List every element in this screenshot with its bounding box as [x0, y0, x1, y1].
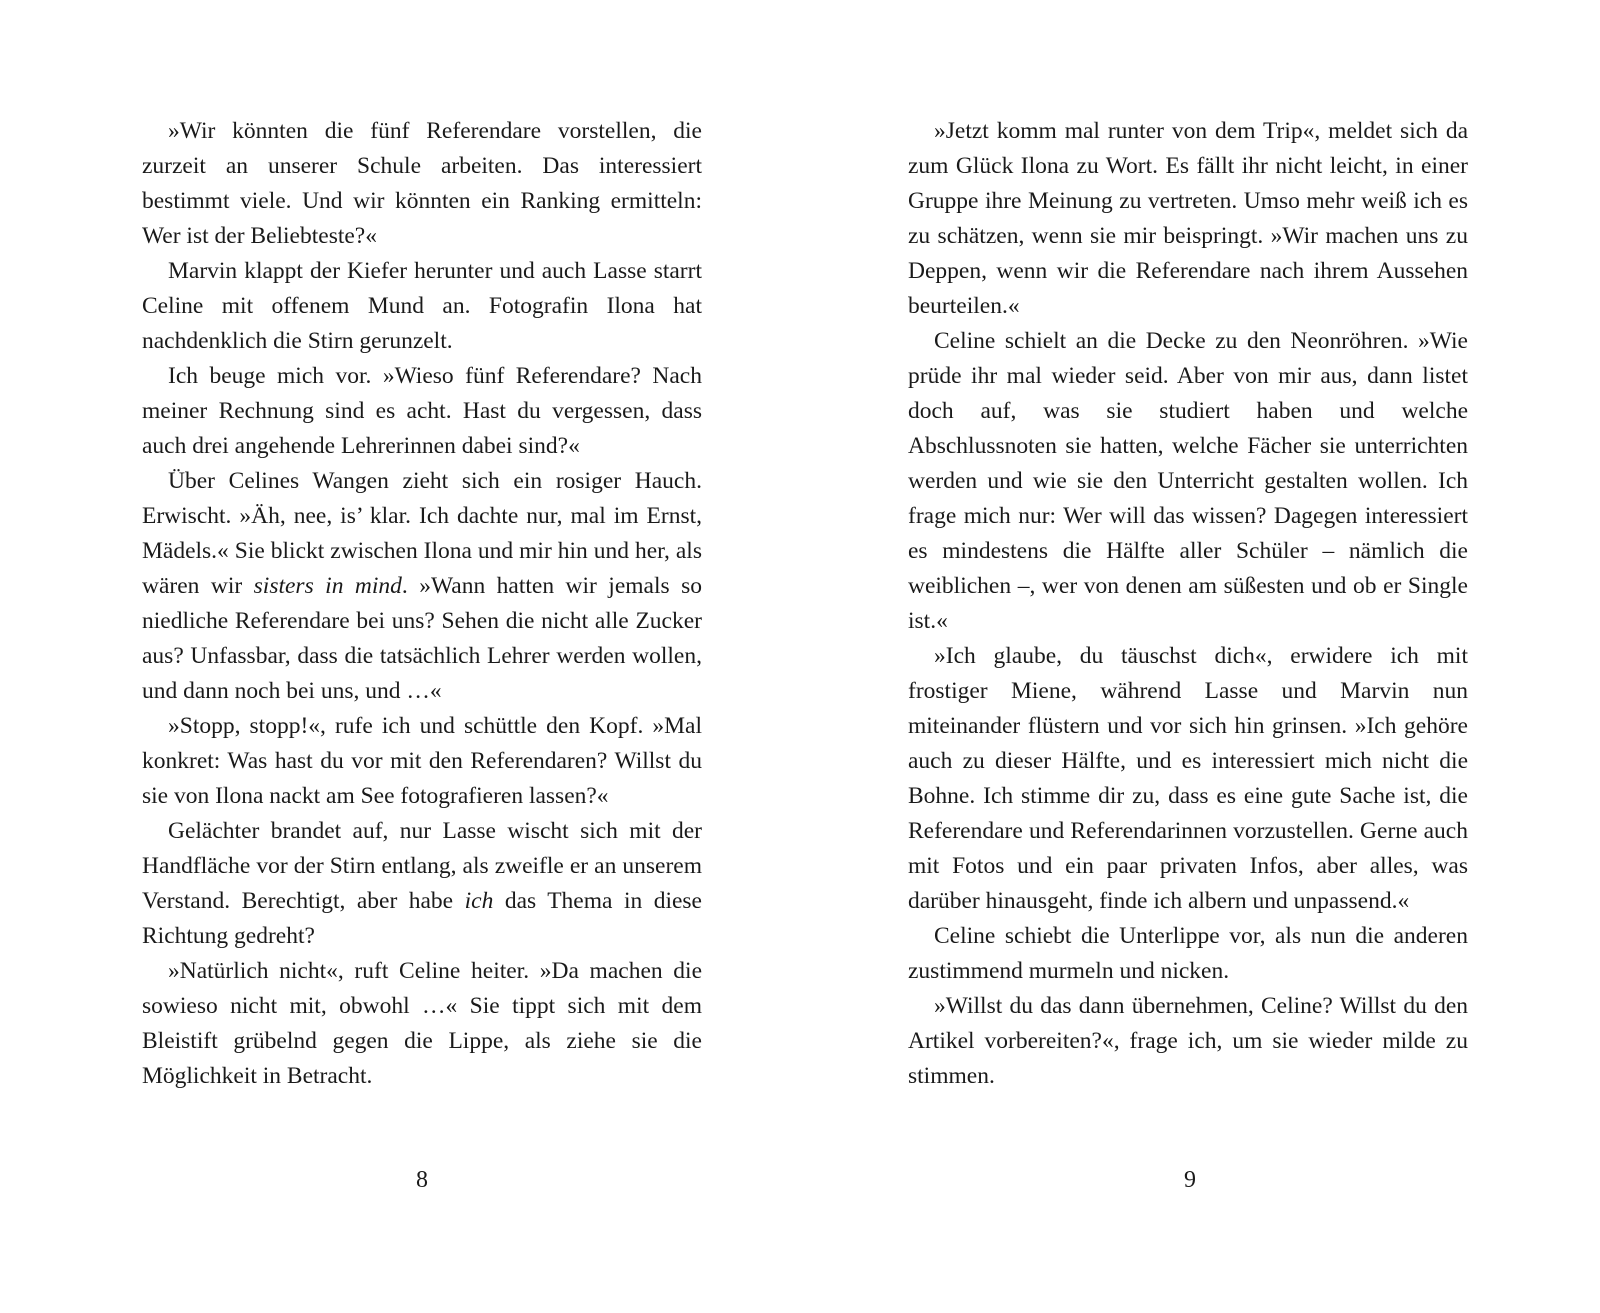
italic-word: ich	[464, 888, 494, 914]
paragraph: »Jetzt komm mal runter von dem Trip«, meldet sich da zum Glück Ilona zu Wort. Es fällt ihr nicht leicht, in einer Gruppe ihre Meinung zu vertreten. Umso mehr weiß ich es zu schätzen, wenn sie mir beispringt. »Wir machen uns zu Deppen, wenn wir die Referendare nach ihrem Aussehen beurteilen.«	[908, 118, 1468, 319]
paragraph-text: Gelächter brandet auf, nur Lasse wischt sich mit der Handfläche vor der Stirn entlang, als zweifle er an unserem Verstand. Berechtigt, aber habe	[142, 818, 702, 914]
paragraph: Celine schielt an die Decke zu den Neonröhren. »Wie prüde ihr mal wieder seid. Aber von mir aus, dann listet doch auf, was sie studiert haben und welche Abschlussnoten sie hatten, welche Fächer sie unterrichten werden und wie sie den Unterricht gestalten wollen. Ich frage mich nur: Wer will das wissen? Dagegen interessiert es mindestens die Hälfte aller Schüler – nämlich die weiblichen –, wer von denen am süßesten und ob er Single ist.«	[908, 328, 1468, 634]
paragraph-text: . »Wann hatten wir jemals so niedliche Referendare bei uns? Sehen die nicht alle Zucker aus? Unfassbar, dass die tatsächlich Lehrer werden wollen, und dann noch bei uns, und …«	[142, 573, 703, 704]
paragraph: »Willst du das dann übernehmen, Celine? Willst du den Artikel vorbereiten?«, frage ich, um sie wieder milde zu stimmen.	[908, 993, 1468, 1089]
paragraph: Celine schiebt die Unterlippe vor, als nun die anderen zustimmend murmeln und nicken.	[908, 923, 1468, 984]
left-page	[142, 114, 702, 1094]
paragraph	[142, 359, 702, 464]
paragraph	[142, 464, 702, 709]
left-page-text	[142, 114, 702, 1094]
paragraph	[142, 814, 702, 954]
right-page-text	[908, 114, 1468, 1094]
paragraph-text: das Thema in diese Richtung gedreht?	[142, 888, 702, 949]
page-number: 8	[416, 1167, 428, 1193]
paragraph-text: »Natürlich nicht«, ruft Celine heiter. »Da machen die sowieso nicht mit, obwohl …« Sie tippt sich mit dem Bleistift grübelnd gegen die Lippe, als ziehe sie die Möglichkeit in Betracht.	[142, 958, 702, 1089]
paragraph	[142, 114, 702, 254]
paragraph-text: Ich beuge mich vor. »Wieso fünf Referendare? Nach meiner Rechnung sind es acht. Hast du vergessen, dass auch drei angehende Lehrerinnen dabei sind?«	[142, 363, 702, 459]
paragraph-text: »Stopp, stopp!«, rufe ich und schüttle den Kopf. »Mal konkret: Was hast du vor mit den Referendaren? Willst du sie von Ilona nackt am See fotografieren lassen?«	[142, 713, 702, 809]
paragraph: »Ich glaube, du täuschst dich«, erwidere ich mit frostiger Miene, während Lasse und Marvin nun miteinander flüstern und vor sich hin grinsen. »Ich gehöre auch zu dieser Hälfte, und es interessiert mich nicht die Bohne. Ich stimme dir zu, dass es eine gute Sache ist, die Referendare und Referendarinnen vorzustellen. Gerne auch mit Fotos und ein paar privaten Infos, aber alles, was darüber hinausgeht, finde ich albern und unpassend.«	[908, 643, 1468, 914]
italic-phrase: sisters in mind	[253, 573, 402, 599]
right-page	[908, 114, 1468, 1094]
paragraph	[142, 954, 702, 1094]
paragraph	[142, 709, 702, 814]
paragraph-text: Über Celines Wangen zieht sich ein rosiger Hauch. Erwischt. »Äh, nee, is’ klar. Ich dachte nur, mal im Ernst, Mädels.« Sie blickt zwischen Ilona und mir hin und her, als wären wir	[142, 468, 702, 599]
page-number: 9	[1184, 1167, 1196, 1193]
paragraph-text: Marvin klappt der Kiefer herunter und auch Lasse starrt Celine mit offenem Mund an. Fotografin Ilona hat nachdenklich die Stirn gerunzelt.	[142, 258, 702, 354]
paragraph	[142, 254, 702, 359]
paragraph-text: »Wir könnten die fünf Referendare vorstellen, die zurzeit an unserer Schule arbeiten. Das interessiert bestimmt viele. Und wir könnten ein Ranking ermitteln: Wer ist der Beliebteste?«	[142, 118, 702, 249]
